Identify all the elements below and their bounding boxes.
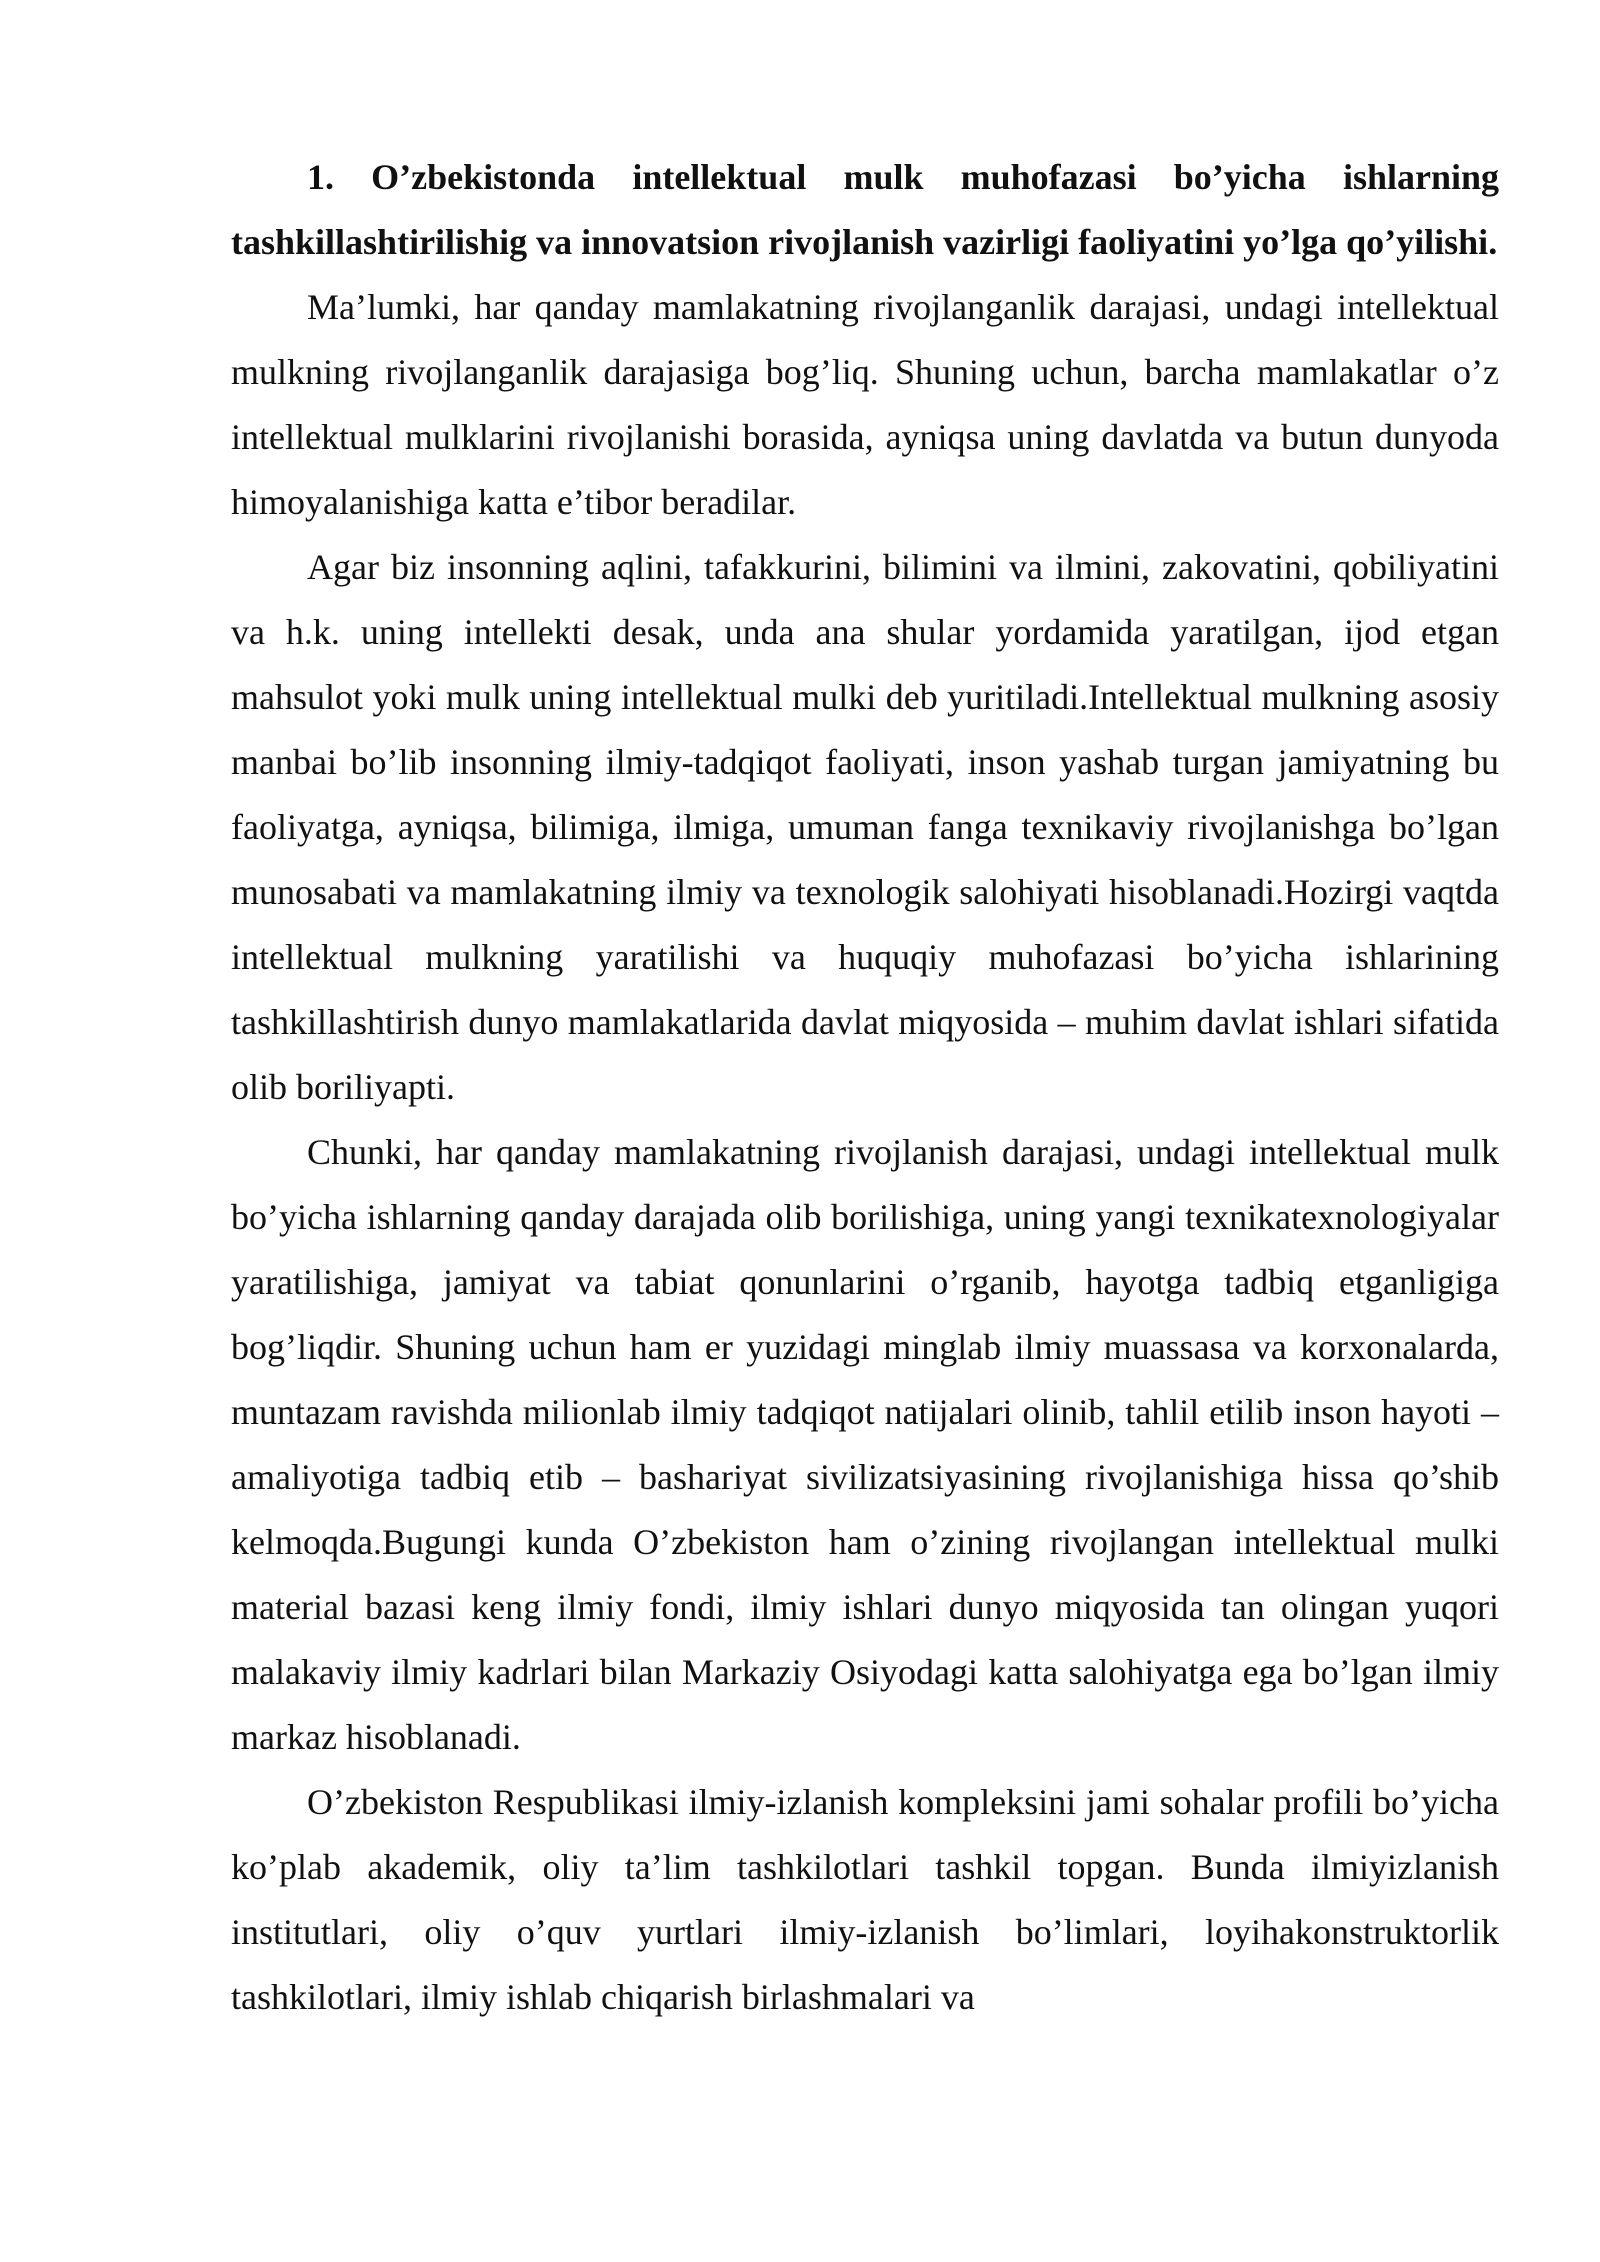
paragraph-4: O’zbekiston Respublikasi ilmiy-izlanish kompleksini jami sohalar profili bo’yicha ko’plab akademik, oliy ta’lim tashkilotlari tashkil topgan. Bunda ilmiyizlanish institutlari, oliy o’quv yurtlari ilmiy-izlanish bo’limlari, loyihakonstruktorlik tashkilotlari, ilmiy ishlab chiqarish birlashmalari va (231, 1782, 1499, 2017)
document-body (231, 145, 1499, 2030)
paragraph-2: Agar biz insonning aqlini, tafakkurini, bilimini va ilmini, zakovatini, qobiliyatini va h.k. uning intellekti desak, unda ana shular yordamida yaratilgan, ijod etgan mahsulot yoki mulk uning intellektual mulki deb yuritiladi.Intellektual mulkning asosiy manbai bo’lib insonning ilmiy-tadqiqot faoliyati, inson yashab turgan jamiyatning bu faoliyatga, ayniqsa, bilimiga, ilmiga, umuman fanga texnikaviy rivojlanishga bo’lgan munosabati va mamlakatning ilmiy va texnologik salohiyati hisoblanadi.Hozirgi vaqtda intellektual mulkning yaratilishi va huquqiy muhofazasi bo’yicha ishlarining tashkillashtirish dunyo mamlakatlarida davlat miqyosida – muhim davlat ishlari sifatida olib boriliyapti. (231, 547, 1499, 1107)
section-heading: 1. O’zbekistonda intellektual mulk muhofazasi bo’yicha ishlarning tashkillashtirilishig va innovatsion rivojlanish vazirligi faoliyatini yo’lga qo’yilishi. (231, 157, 1499, 262)
paragraph-1: Ma’lumki, har qanday mamlakatning rivojlanganlik darajasi, undagi intellektual mulkning rivojlanganlik darajasiga bog’liq. Shuning uchun, barcha mamlakatlar o’z intellektual mulklarini rivojlanishi borasida, ayniqsa uning davlatda va butun dunyoda himoyalanishiga katta e’tibor beradilar. (231, 287, 1499, 522)
paragraph-3: Chunki, har qanday mamlakatning rivojlanish darajasi, undagi intellektual mulk bo’yicha ishlarning qanday darajada olib borilishiga, uning yangi texnikatexnologiyalar yaratilishiga, jamiyat va tabiat qonunlarini o’rganib, hayotga tadbiq etganligiga bog’liqdir. Shuning uchun ham er yuzidagi minglab ilmiy muassasa va korxonalarda, muntazam ravishda milionlab ilmiy tadqiqot natijalari olinib, tahlil etilib inson hayoti – amaliyotiga tadbiq etib – bashariyat sivilizatsiyasining rivojlanishiga hissa qo’shib kelmoqda.Bugungi kunda O’zbekiston ham o’zining rivojlangan intellektual mulki material bazasi keng ilmiy fondi, ilmiy ishlari dunyo miqyosida tan olingan yuqori malakaviy ilmiy kadrlari bilan Markaziy Osiyodagi katta salohiyatga ega bo’lgan ilmiy markaz hisoblanadi. (231, 1132, 1499, 1757)
